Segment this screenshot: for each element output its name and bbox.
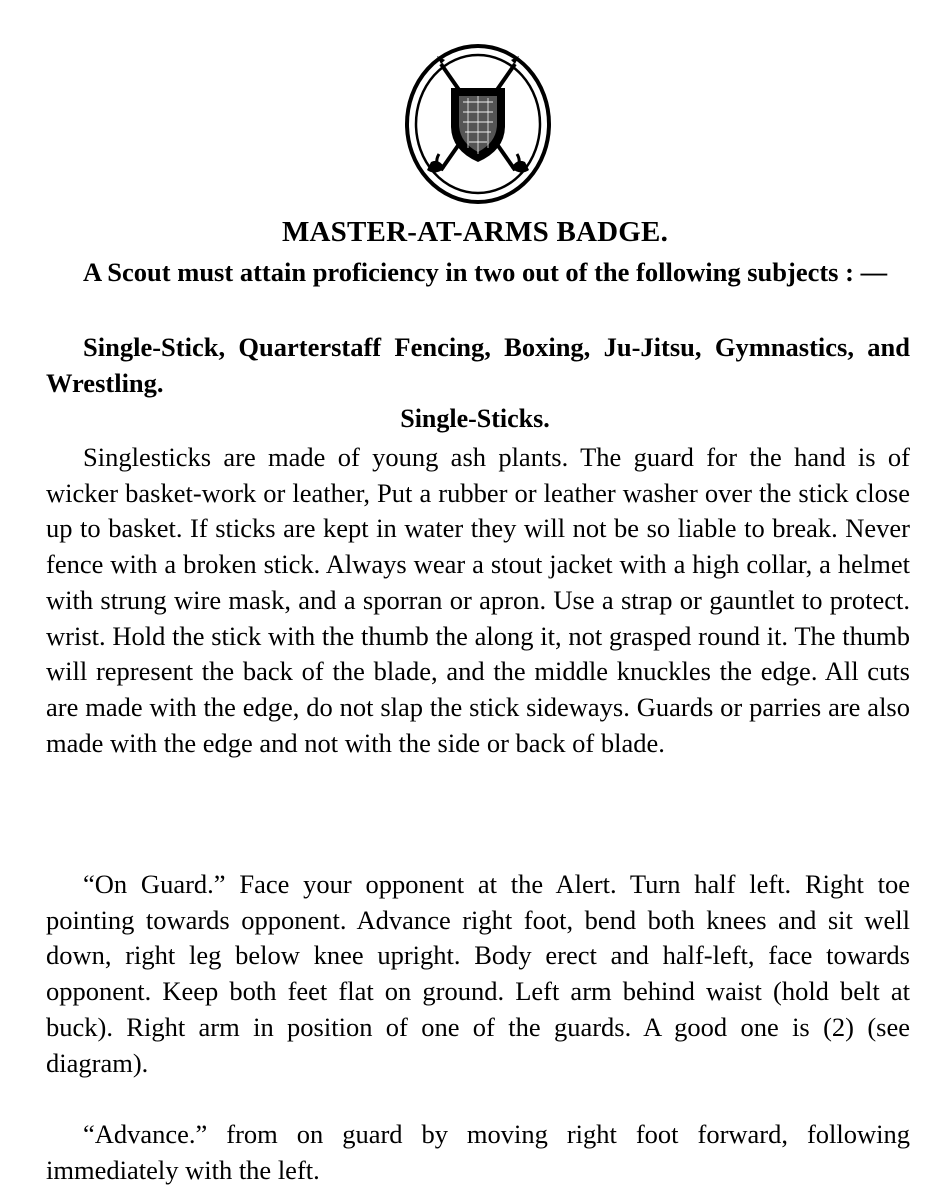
intro-text: A Scout must attain proficiency in two out of the following subjects : — xyxy=(83,257,888,287)
page-title: MASTER-AT-ARMS BADGE. xyxy=(281,216,669,248)
intro-paragraph xyxy=(46,255,910,291)
master-at-arms-badge-icon xyxy=(403,42,553,207)
paragraph-on-guard xyxy=(46,867,910,1081)
paragraph-on-guard-text: “On Guard.” Face your opponent at the Alert. Turn half left. Right toe pointing towards opponent. Advance right foot, bend both knees and sit well down, right leg below knee upright. Body erect and half-left, face towards opponent. Keep both feet flat on ground. Left arm behind waist (hold belt at buck). Right arm in position of one of the guards. A good one is (2) (see diagram). xyxy=(46,869,910,1078)
section-heading: Single-Sticks. xyxy=(400,404,550,433)
paragraph-singlesticks xyxy=(46,440,910,761)
subjects-text: Single-Stick, Quarterstaff Fencing, Boxing, Ju-Jitsu, Gymnastics, and Wrestling. xyxy=(46,332,910,398)
paragraph-advance xyxy=(46,1117,910,1188)
paragraph-singlesticks-text: Singlesticks are made of young ash plants. The guard for the hand is of wicker basket-work or leather, Put a rubber or leather washer over the stick close up to basket. If sticks are kept in water they will not be so liable to break. Never fence with a broken stick. Always wear a stout jacket with a high collar, a helmet with strung wire mask, and a sporran or apron. Use a strap or gauntlet to protect. wrist. Hold the stick with the thumb the along it, not grasped round it. The thumb will represent the back of the blade, and the middle knuckles the edge. All cuts are made with the edge, do not slap the stick sideways. Guards or parries are also made with the edge and not with the side or back of blade. xyxy=(46,442,910,758)
subjects-paragraph xyxy=(46,330,910,401)
paragraph-advance-text: “Advance.” from on guard by moving right foot forward, following immediately with the left. xyxy=(46,1119,910,1185)
